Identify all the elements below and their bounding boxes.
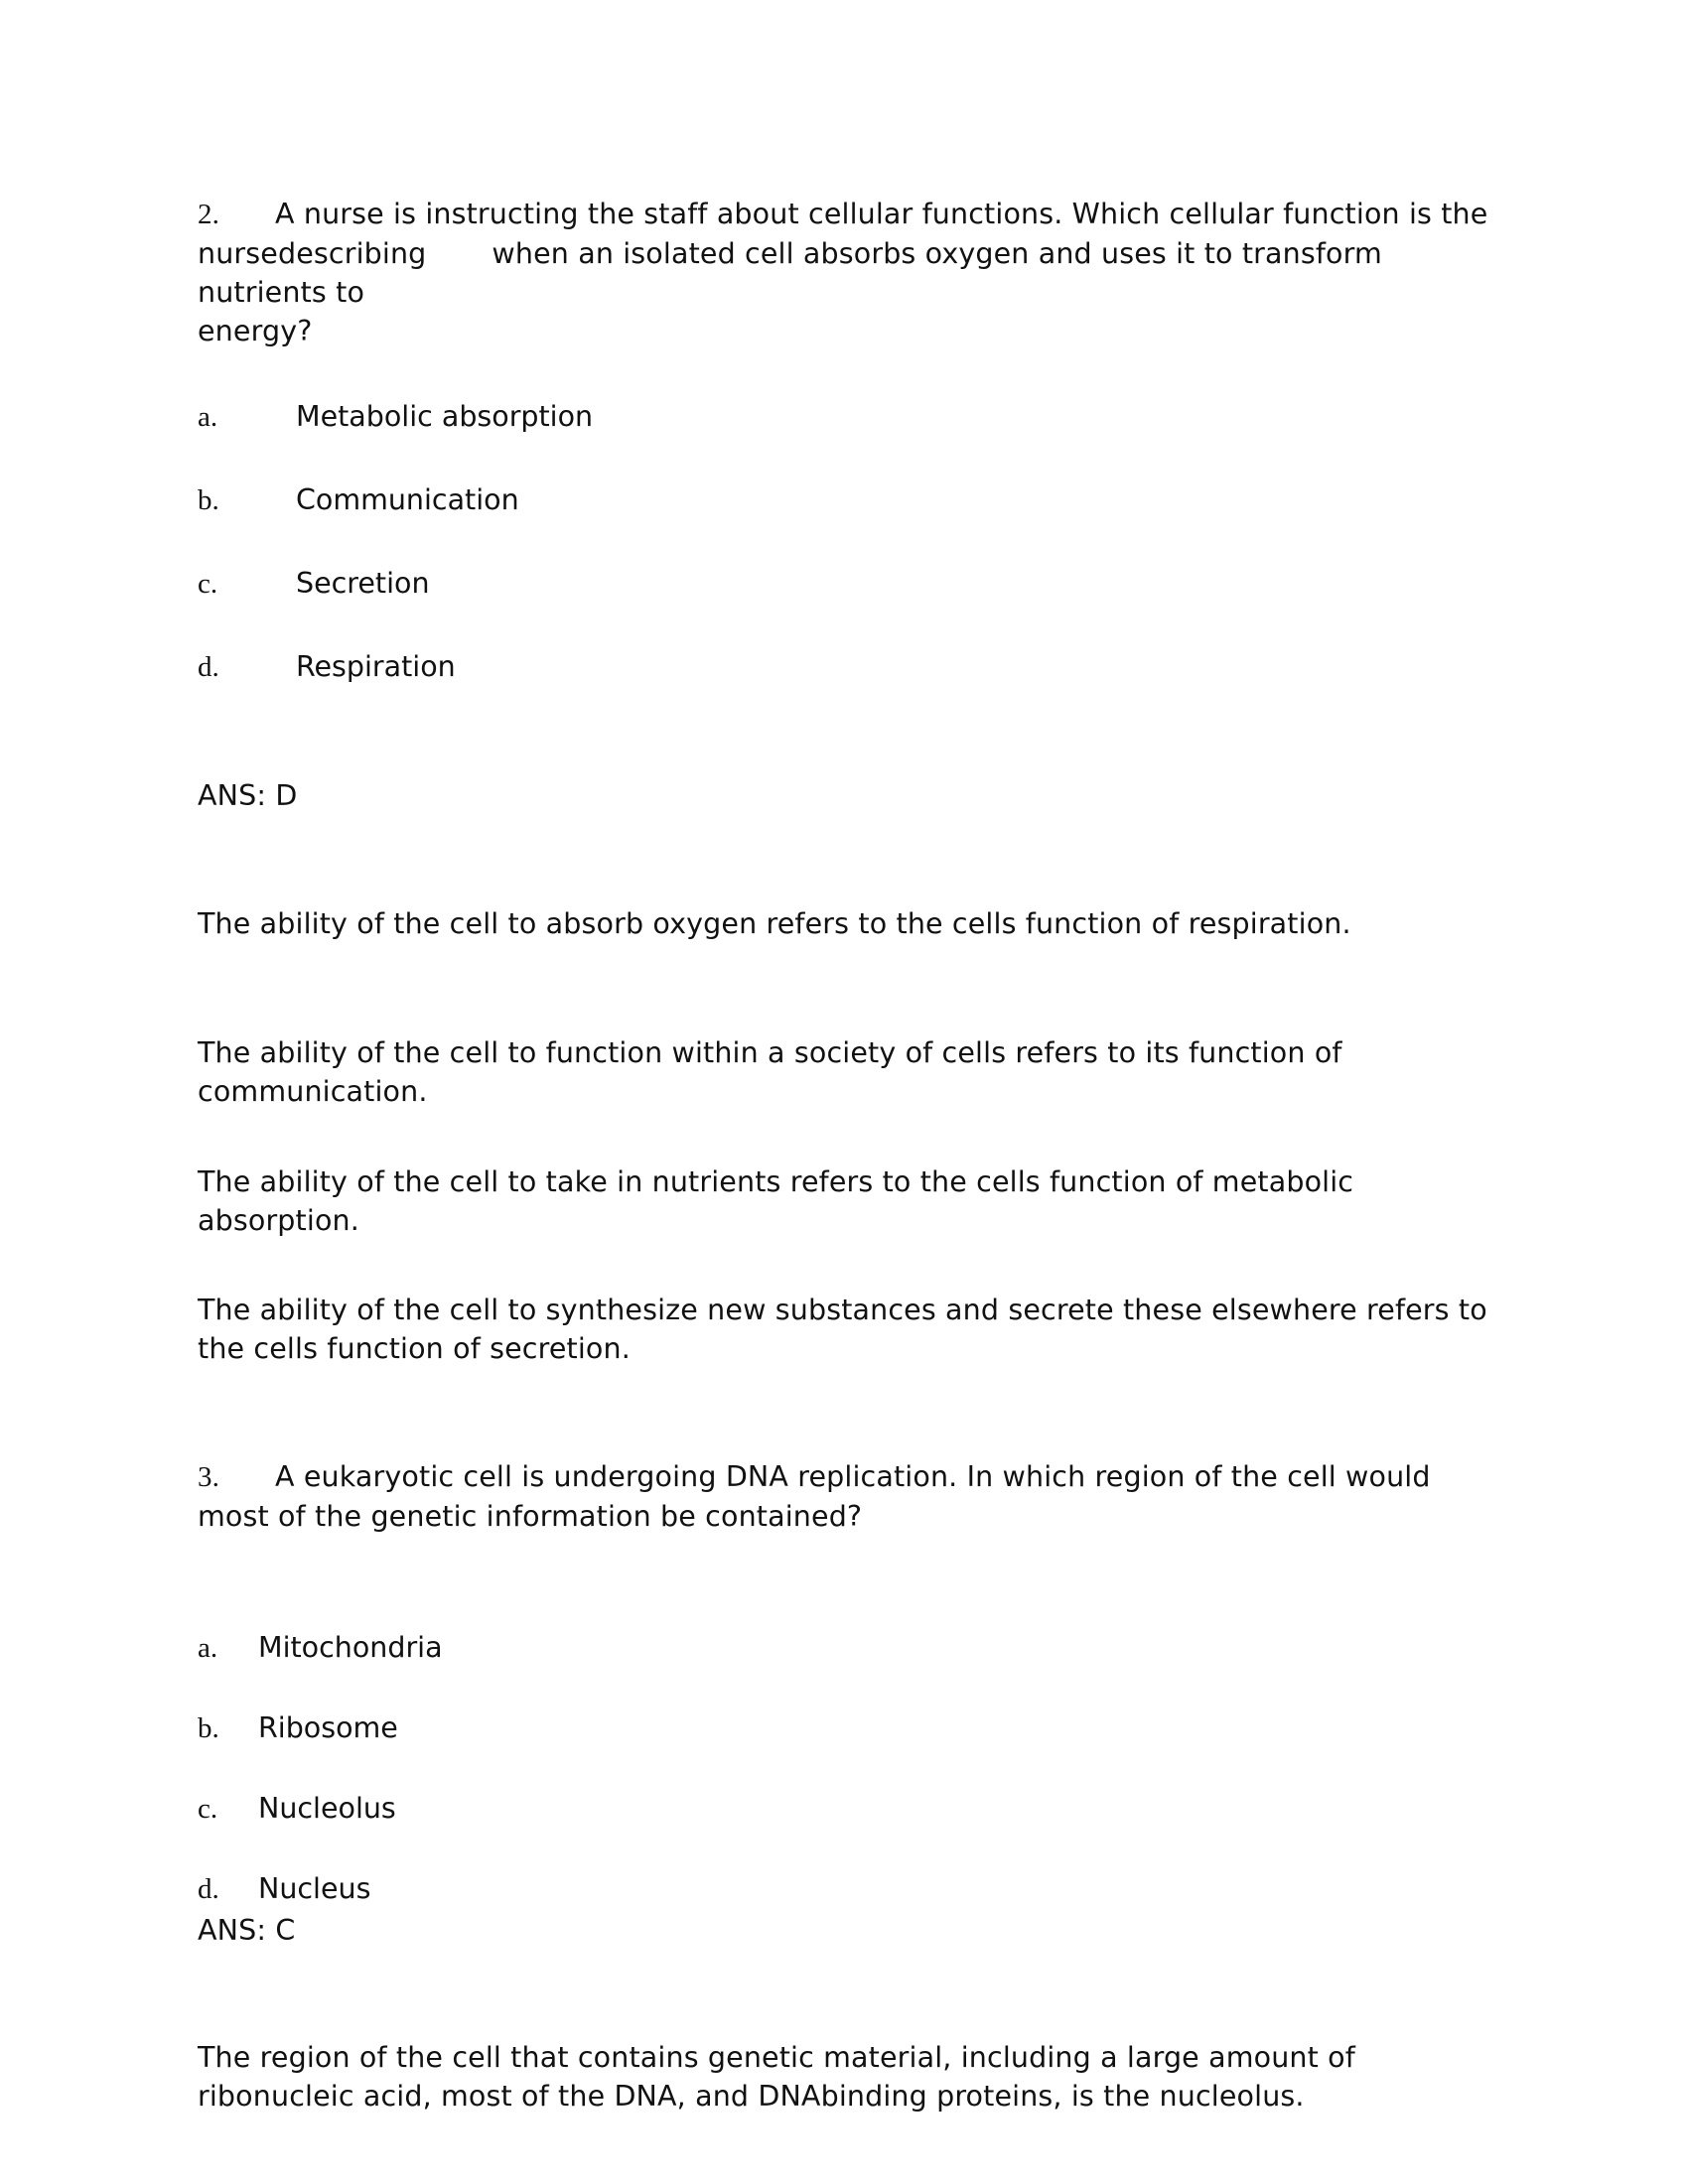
question-2-stem bbox=[198, 195, 1508, 350]
option-a bbox=[198, 397, 593, 437]
option-letter: b. bbox=[198, 484, 219, 516]
option-c bbox=[198, 1789, 396, 1829]
option-letter: b. bbox=[198, 1712, 219, 1744]
option-letter: c. bbox=[198, 568, 218, 600]
option-c bbox=[198, 564, 430, 604]
option-letter: d. bbox=[198, 1873, 219, 1905]
rationale-3: The ability of the cell to take in nutrients refers to the cells function of metabolic absorption. bbox=[198, 1165, 1354, 1237]
option-text: Secretion bbox=[296, 567, 430, 600]
option-b bbox=[198, 1708, 398, 1748]
rationale-4: The ability of the cell to synthesize new substances and secrete these elsewhere refers to the cells function of secretion. bbox=[198, 1294, 1487, 1365]
option-letter: a. bbox=[198, 1632, 218, 1664]
question-stem-line-1: A nurse is instructing the staff about cellular functions. Which cellular function is the bbox=[275, 198, 1488, 230]
option-d bbox=[198, 647, 456, 687]
question-number: 2. bbox=[198, 199, 220, 230]
option-a bbox=[198, 1628, 443, 1668]
option-text: Respiration bbox=[296, 650, 456, 683]
answer-key: ANS: D bbox=[198, 779, 298, 812]
option-text: Ribosome bbox=[258, 1711, 398, 1744]
rationale: The region of the cell that contains genetic material, including a large amount of ribonucleic acid, most of the DNA, and DNAbinding proteins, is the nucleolus. bbox=[198, 2041, 1355, 2113]
rationale-1: The ability of the cell to absorb oxygen refers to the cells function of respiration. bbox=[198, 907, 1351, 940]
question-stem-line-2: when an isolated cell absorbs oxygen and uses it to transform nutrients to bbox=[198, 237, 1382, 309]
rationale-2: The ability of the cell to function within a society of cells refers to its function of communication. bbox=[198, 1036, 1342, 1108]
option-text: Mitochondria bbox=[258, 1631, 443, 1664]
option-letter: c. bbox=[198, 1793, 218, 1825]
option-text: Metabolic absorption bbox=[296, 400, 594, 433]
question-stem-word: nursedescribing bbox=[198, 237, 427, 270]
question-3-stem bbox=[198, 1457, 1459, 1536]
option-b bbox=[198, 480, 519, 520]
option-letter: d. bbox=[198, 651, 219, 683]
question-number: 3. bbox=[198, 1461, 220, 1493]
option-text: Nucleus bbox=[258, 1872, 371, 1905]
option-text: Communication bbox=[296, 483, 519, 516]
option-letter: a. bbox=[198, 401, 218, 433]
answer-key: ANS: C bbox=[198, 1914, 296, 1947]
option-d bbox=[198, 1869, 370, 1909]
question-stem: A eukaryotic cell is undergoing DNA replication. In which region of the cell would most of the genetic information be contained? bbox=[198, 1460, 1431, 1533]
option-text: Nucleolus bbox=[258, 1792, 396, 1825]
question-stem-line-3: energy? bbox=[198, 315, 313, 347]
